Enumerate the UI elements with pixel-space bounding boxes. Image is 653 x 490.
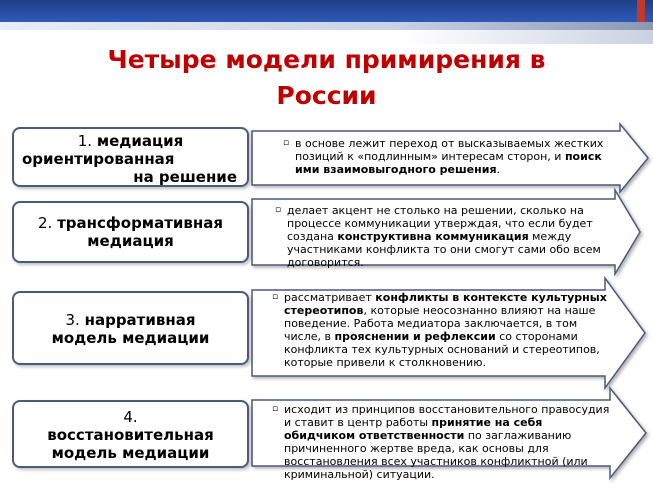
model-4-name-line1: восстановительная	[47, 426, 214, 444]
bullet-icon: ▫	[275, 205, 282, 215]
model-1-name-line2: ориентированная	[22, 150, 175, 168]
model-1-name-line1: медиация	[96, 132, 184, 150]
model-4-box	[12, 400, 249, 468]
model-1-box	[12, 127, 249, 187]
model-3-name-line2: модель медиации	[51, 329, 210, 347]
model-4-number: 4.	[123, 408, 138, 426]
bullet-icon: ▫	[272, 292, 279, 302]
model-2-number: 2.	[37, 214, 53, 232]
model-1-number: 1.	[77, 132, 93, 150]
model-2-line1	[14, 214, 247, 232]
model-2-name-line1: трансформативная	[57, 214, 224, 232]
model-4-description: ▫ исходит из принципов восстановительного правосудия и ставит в центр работы принятие на себя обидчиком ответственности по заглаживанию причиненного жертве вреда, как основы для восстановления всех участников конфликтной (или криминальной) ситуации.	[272, 403, 610, 481]
model-2-name-line2: медиация	[87, 232, 174, 250]
bullet-icon: ▫	[283, 138, 290, 148]
model-3-description: ▫ рассматривает конфликты в контексте культурных стереотипов, которые неосознанно влияют на наше поведение. Работа медиатора заключается, в том числе, в прояснении и рефлексии со сторонами конфликта тех культурных оснований и стереотипов, которые привели к столкновению.	[272, 291, 607, 369]
model-1-line1	[14, 132, 247, 150]
model-3-box	[12, 291, 249, 365]
model-4-name-line2: модель медиации	[51, 444, 210, 462]
model-3-line1	[14, 311, 247, 329]
slide-title-line1: Четыре модели примирения в	[107, 45, 546, 74]
model-2-description: ▫ делает акцент не столько на решении, сколько на процессе коммуникации утверждая, что если будет создана конструктивна коммуникация между участниками конфликта то они смогут сами обо всем договорится.	[275, 204, 601, 269]
bullet-icon: ▫	[272, 404, 279, 414]
model-2-box	[12, 201, 249, 263]
model-1-description: ▫ в основе лежит переход от высказываемых жестких позиций к «подлинным» интересам сторон, и поиск ими взаимовыгодного решения.	[283, 137, 604, 176]
slide-title-line2: России	[276, 81, 377, 110]
model-3-name-line1: нарративная	[84, 311, 196, 329]
model-1-name-line3: на решение	[133, 168, 237, 186]
model-3-number: 3.	[65, 311, 80, 329]
